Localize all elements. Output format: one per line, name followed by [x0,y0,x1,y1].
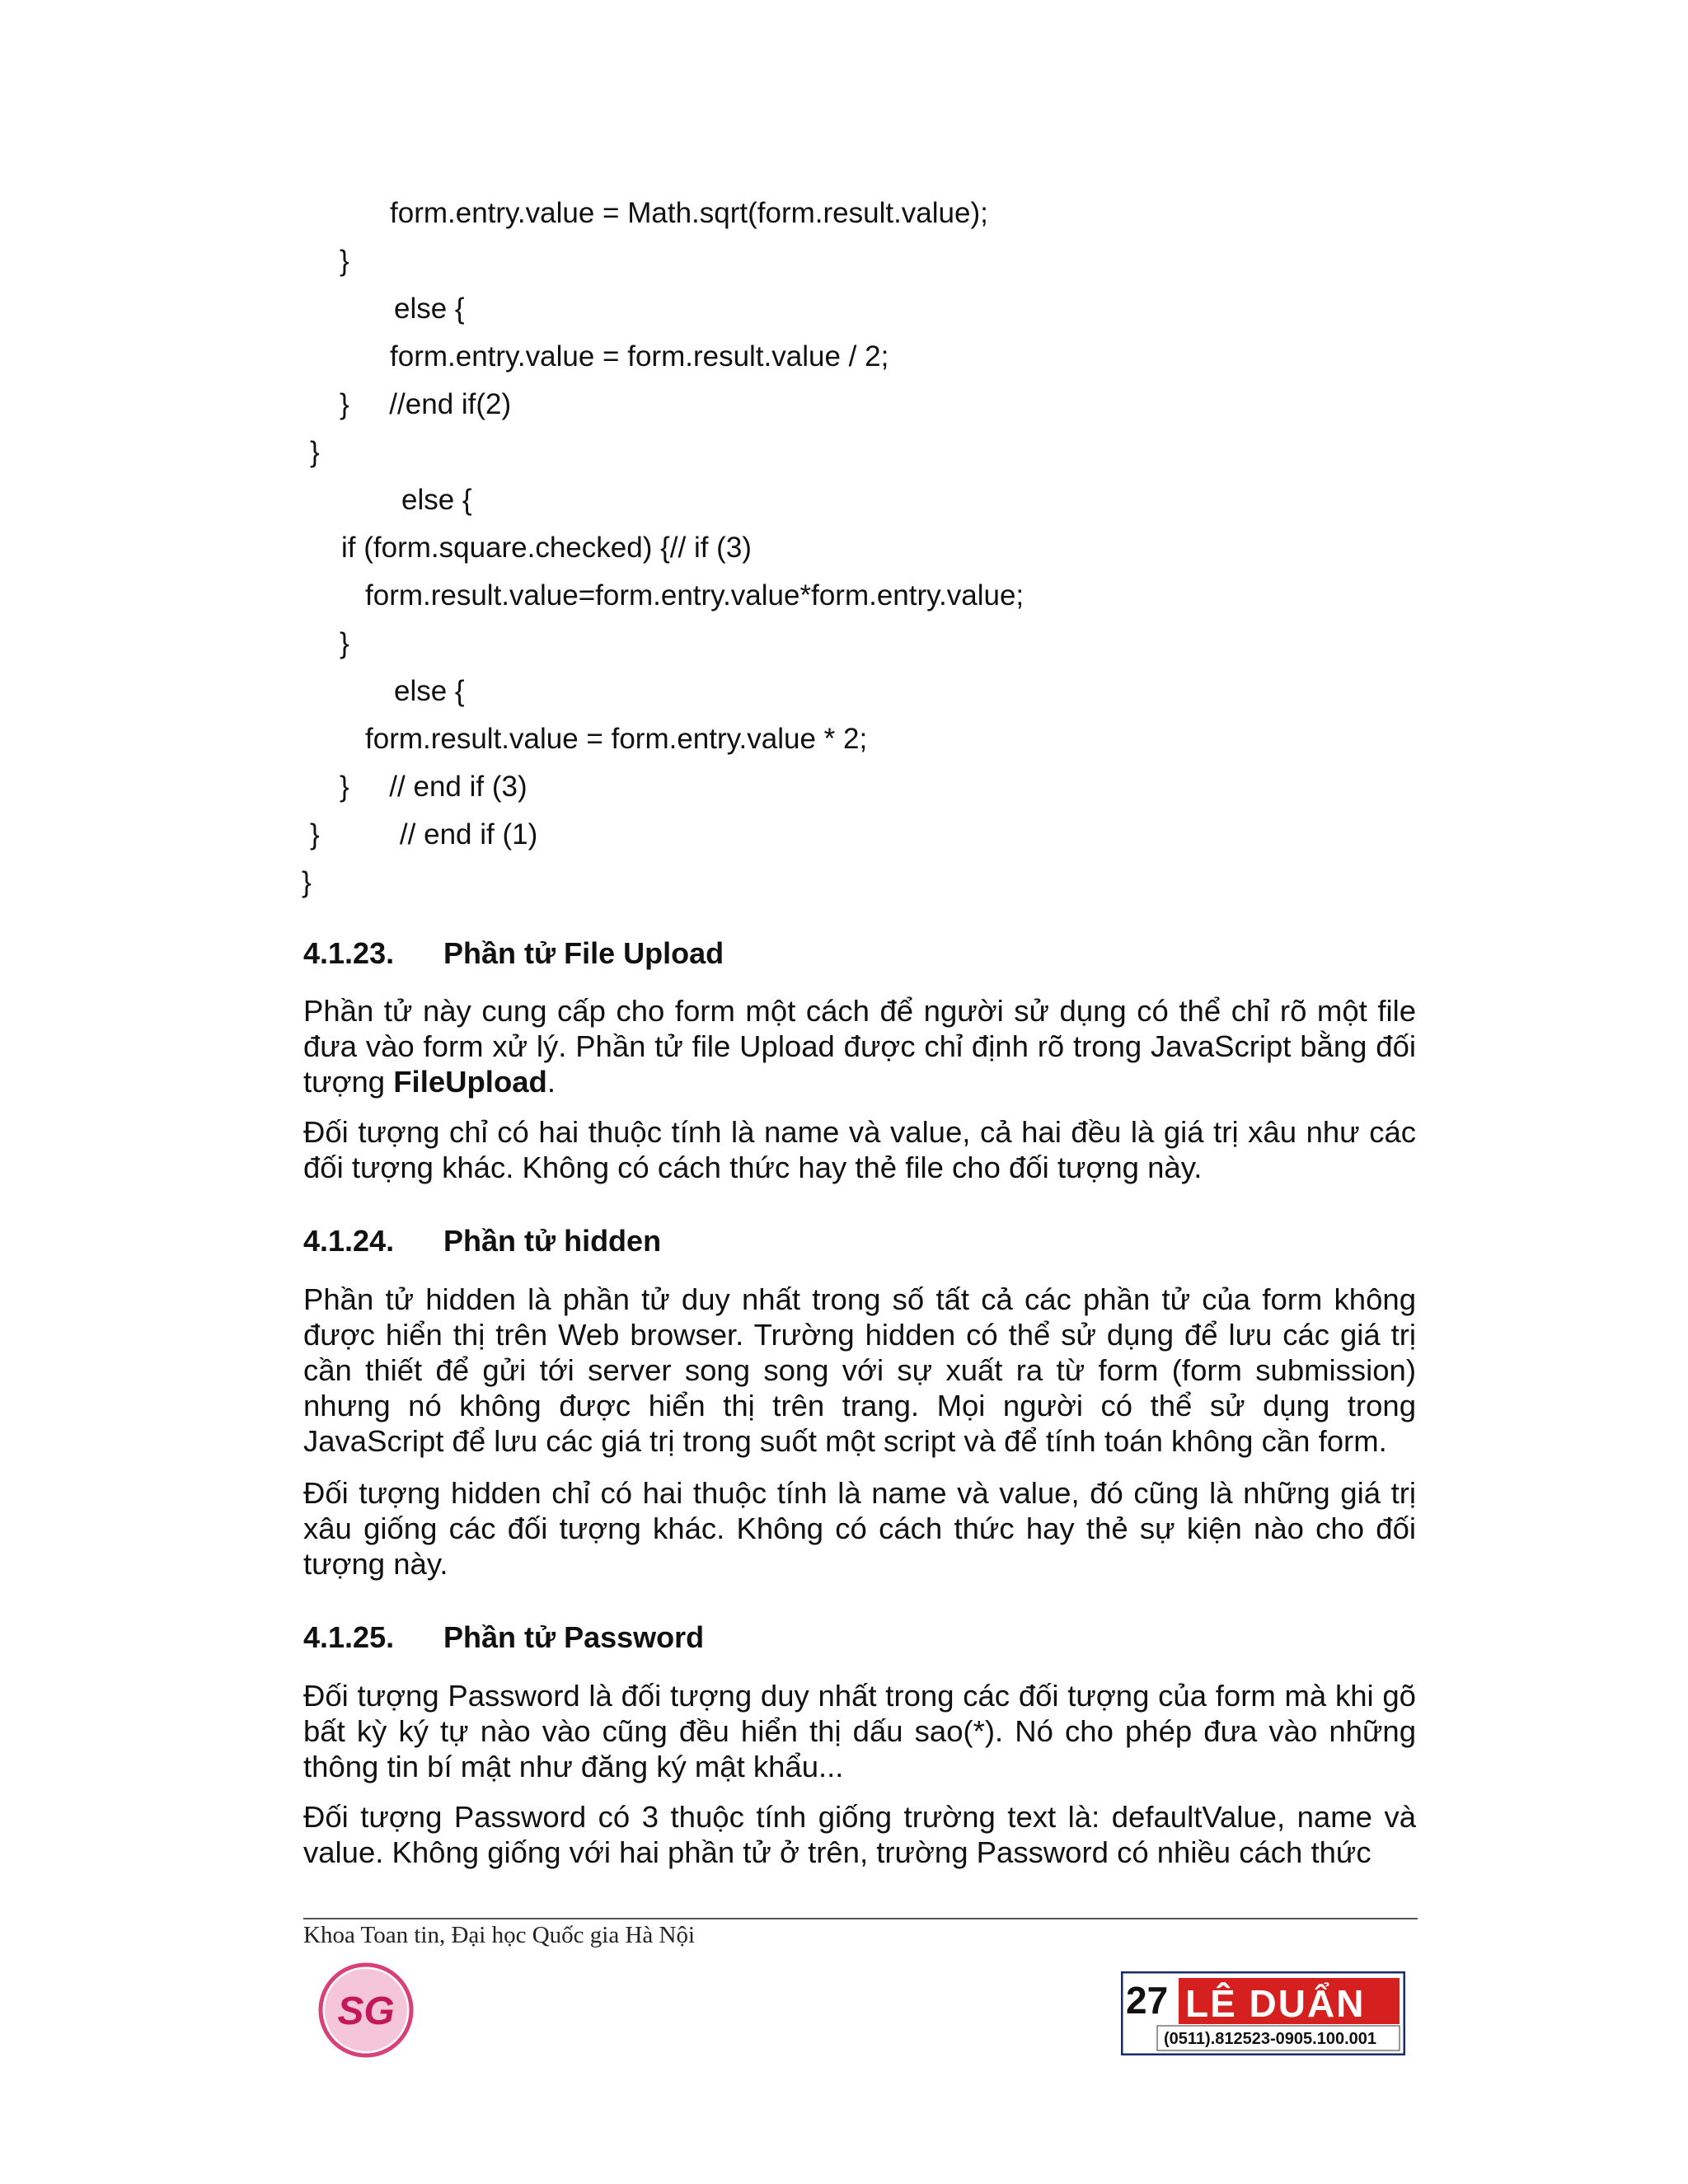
code-line: form.entry.value = form.result.value / 2; [390,340,889,373]
code-line: else { [394,675,465,707]
section-number: 4.1.24. [303,1224,395,1258]
footer-divider [303,1918,1418,1919]
code-line: } [340,627,349,659]
logo-name: LÊ DUẨN [1185,1982,1366,2025]
paragraph: Đối tượng hidden chỉ có hai thuộc tính là name và value, đó cũng là những giá trị xâu giống các đối tượng khác. Không có cách thức hay thẻ sự kiện nào cho đối tượng này. [303,1476,1416,1581]
sg-logo-icon [317,1961,415,2059]
section-title: Phần tử File Upload [443,936,724,970]
code-line: } // end if (1) [310,818,538,851]
code-line: form.result.value = form.entry.value * 2; [365,723,868,755]
code-line: } [310,436,320,468]
section-heading [303,935,724,972]
paragraph-bold-term: FileUpload [393,1065,547,1099]
section-heading [303,1223,661,1259]
code-line: form.entry.value = Math.sqrt(form.result.value); [390,197,988,229]
paragraph [303,993,1416,1099]
section-number: 4.1.25. [303,1620,395,1654]
code-line: } [340,245,349,277]
code-line: } [302,866,312,898]
paragraph: Phần tử hidden là phần tử duy nhất trong số tất cả các phần tử của form không được hiển thị trên Web browser. Trường hidden có thể sử dụng để lưu các giá trị cần thiết để gửi tới server song song với sự xuất ra từ form (form submission) nhưng nó không được hiển thị trên trang. Mọi người có thể sử dụng trong JavaScript để lưu các giá trị trong suốt một script và để tính toán không cần form. [303,1282,1416,1458]
paragraph: Đối tượng Password có 3 thuộc tính giống trường text là: defaultValue, name và value. Không giống với hai phần tử ở trên, trường Password có nhiều cách thức [303,1800,1416,1869]
code-line: else { [394,293,465,325]
footer-text: Khoa Toan tin, Đại học Quốc gia Hà Nội [303,1922,696,1948]
section-number: 4.1.23. [303,936,395,970]
code-line: } // end if (3) [340,771,528,803]
section-heading [303,1619,704,1656]
paragraph: Đối tượng Password là đối tượng duy nhất trong các đối tượng của form mà khi gõ bất kỳ ký tự nào vào cũng đều hiển thị dấu sao(*). Nó cho phép đưa vào những thông tin bí mật như đăng ký mật khẩu... [303,1679,1416,1783]
code-line: if (form.square.checked) {// if (3) [341,532,752,564]
svg-text:SG: SG [337,1990,395,2033]
paragraph-text: . [546,1065,556,1099]
code-line: } //end if(2) [340,388,512,420]
code-line: form.result.value=form.entry.value*form.entry.value; [365,579,1025,612]
code-line: else { [401,484,472,516]
logo-number: 27 [1126,1979,1169,2022]
le-duan-logo [1121,1971,1405,2055]
section-title: Phần tử Password [443,1620,705,1654]
logo-phone: (0511).812523-0905.100.001 [1164,2030,1377,2048]
section-title: Phần tử hidden [443,1224,662,1258]
paragraph-text: Phần tử này cung cấp cho form một cách để người sử dụng có thể chỉ rõ một file đưa vào form xử lý. Phần tử file Upload được chỉ định rõ trong JavaScript bằng đối tượng [303,994,1416,1099]
paragraph: Đối tượng chỉ có hai thuộc tính là name và value, cả hai đều là giá trị xâu như các đối tượng khác. Không có cách thức hay thẻ file cho đối tượng này. [303,1115,1416,1184]
